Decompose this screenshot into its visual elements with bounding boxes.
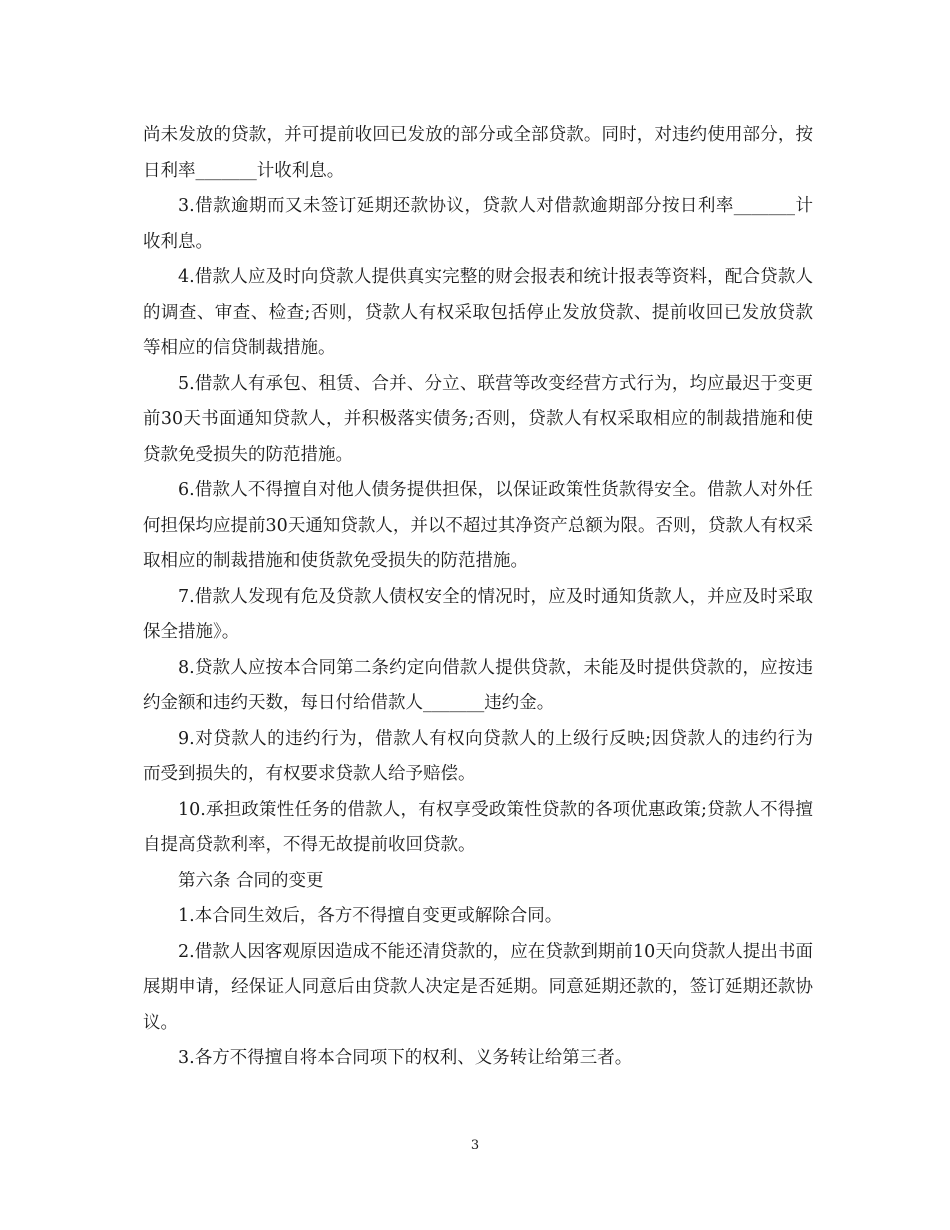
- paragraph-clause-6: 6.借款人不得擅自对他人债务提供担保，以保证政策性货款得安全。借款人对外任何担保均应提前30天通知贷款人，并以不超过其净资产总额为限。否则，贷款人有权采取相应的制裁措施和使货款免受损失的防范措施。: [143, 480, 813, 571]
- paragraph-clause-3: 3.借款逾期而又未签订延期还款协议，贷款人对借款逾期部分按日利率_______计收利息。: [143, 196, 813, 252]
- paragraph-clause-7: 7.借款人发现有危及贷款人债权安全的情况时，应及时通知货款人，并应及时采取保全措施》。: [143, 586, 813, 642]
- paragraph-change-2: 2.借款人因客观原因造成不能还清贷款的，应在贷款到期前10天向贷款人提出书面展期申请，经保证人同意后由贷款人决定是否延期。同意延期还款的，签订延期还款协议。: [143, 941, 813, 1033]
- paragraph-clause-10: 10.承担政策性任务的借款人，有权享受政策性贷款的各项优惠政策;贷款人不得擅自提高贷款利率，不得无故提前收回贷款。: [143, 799, 813, 855]
- section-heading-article-6: 第六条 合同的变更: [178, 870, 324, 891]
- paragraph-continuation: 尚未发放的贷款，并可提前收回已发放的部分或全部贷款。同时，对违约使用部分，按日利率_______计收利息。: [143, 125, 813, 181]
- paragraph-clause-4: 4.借款人应及时向贷款人提供真实完整的财会报表和统计报表等资料，配合贷款人的调查、审查、检查;否则，贷款人有权采取包括停止发放贷款、提前收回已发放贷款等相应的信贷制裁措施。: [143, 267, 813, 358]
- paragraph-change-1: 1.本合同生效后，各方不得擅自变更或解除合同。: [178, 906, 563, 926]
- document-body: [143, 118, 813, 1077]
- paragraph-clause-9: 9.对贷款人的违约行为，借款人有权向贷款人的上级行反映;因贷款人的违约行为而受到损失的，有权要求贷款人给予赔偿。: [143, 728, 813, 784]
- paragraph-clause-5: 5.借款人有承包、租赁、合并、分立、联营等改变经营方式行为，均应最迟于变更前30天书面通知贷款人，并积极落实债务;否则，贷款人有权采取相应的制裁措施和使贷款免受损失的防范措施。: [143, 373, 813, 465]
- paragraph-clause-8: 8.贷款人应按本合同第二条约定向借款人提供贷款，未能及时提供贷款的，应按违约金额和违约天数，每日付给借款人_______违约金。: [143, 657, 813, 713]
- paragraph-change-3: 3.各方不得擅自将本合同项下的权利、义务转让给第三者。: [178, 1048, 633, 1068]
- page-number: 3: [470, 1138, 480, 1153]
